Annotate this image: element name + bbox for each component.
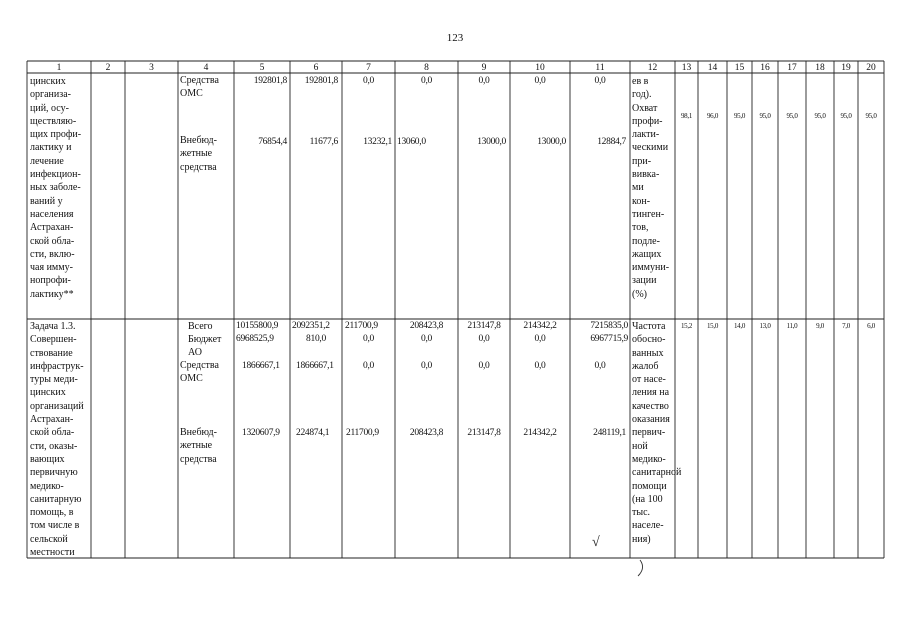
indicator-value: 95,0 — [865, 112, 877, 120]
cell-value: 13000,0 — [477, 137, 506, 147]
indicator-value: 15,0 — [706, 322, 719, 330]
cell-value: 0,0 — [421, 334, 432, 344]
col-header: 14 — [707, 63, 718, 73]
cell-value: 208423,8 — [409, 321, 444, 331]
col-header: 4 — [203, 63, 209, 73]
col-header: 19 — [841, 63, 851, 73]
cell-value: 0,0 — [478, 334, 490, 344]
cell-value: 0,0 — [534, 76, 546, 86]
row2-source-label: Всего — [188, 321, 213, 332]
cell-value: 192801,8 — [304, 76, 338, 86]
indicator-value: 95,0 — [840, 112, 852, 120]
cell-value: 13060,0 — [397, 137, 426, 147]
indicator-value: 95,0 — [759, 112, 771, 120]
cell-value: 11677,6 — [309, 137, 338, 147]
col-header: 13 — [681, 63, 692, 73]
row1-indicator-name: ев в год). Охват профи- лакти- ческими при- вивка- ми кон- тинген- тов, подле- жащих иммуни- зации (%) — [632, 76, 670, 300]
cell-value: 6967715,9 — [590, 334, 628, 344]
cell-value: 214342,2 — [523, 321, 557, 331]
col-header: 2 — [105, 63, 111, 73]
cell-value: 0,0 — [478, 76, 490, 86]
col-header: 10 — [535, 63, 545, 73]
row2-source-label: Средства ОМС — [180, 360, 219, 385]
cell-value: 0,0 — [363, 334, 374, 344]
cell-value: 13232,1 — [363, 137, 392, 147]
cell-value: 211700,9 — [346, 428, 379, 438]
cell-value: 6968525,9 — [236, 334, 274, 344]
cell-value: 13000,0 — [537, 137, 566, 147]
row1-source-label: Средства ОМС — [180, 75, 219, 100]
cell-value: 213147,8 — [467, 428, 501, 438]
col-header: 5 — [259, 63, 265, 73]
cell-value: 810,0 — [306, 334, 326, 344]
indicator-value: 15,2 — [680, 322, 693, 330]
cell-value: 213147,8 — [467, 321, 501, 331]
cell-value: 1866667,1 — [242, 361, 280, 371]
cell-value: 10155800,9 — [236, 321, 279, 331]
cell-value: 0,0 — [478, 361, 490, 371]
cell-value: 0,0 — [594, 76, 606, 86]
cell-value: 248119,1 — [593, 428, 626, 438]
cell-value: 0,0 — [534, 361, 546, 371]
cell-value: 0,0 — [594, 361, 606, 371]
cell-value: 0,0 — [421, 76, 432, 86]
row2-source-label: Бюджет АО — [188, 334, 222, 359]
indicator-value: 95,0 — [786, 112, 798, 120]
cell-value: 1866667,1 — [296, 361, 334, 371]
indicator-value: 95,0 — [814, 112, 826, 120]
indicator-value: 14,0 — [733, 322, 746, 330]
cell-value: 214342,2 — [523, 428, 557, 438]
cell-value: 224874,1 — [296, 428, 330, 438]
cell-value: 7215835,0 — [590, 321, 628, 331]
cell-value: 0,0 — [363, 76, 374, 86]
row2-source-label: Внебюд- жетные средства — [180, 427, 217, 465]
cell-value: 192801,8 — [253, 76, 287, 86]
cell-value: 1320607,9 — [242, 428, 280, 438]
cell-value: 208423,8 — [409, 428, 444, 438]
col-header: 16 — [760, 63, 770, 73]
col-header: 17 — [787, 63, 797, 73]
indicator-value: 96,0 — [706, 112, 719, 120]
page-number: 123 — [446, 32, 464, 44]
cell-value: 0,0 — [421, 361, 432, 371]
col-header: 7 — [366, 63, 371, 73]
check-mark-icon: √ — [592, 535, 600, 550]
indicator-value: 7,0 — [842, 322, 850, 330]
col-header: 8 — [424, 63, 429, 73]
col-header: 6 — [313, 63, 319, 73]
col-header: 9 — [481, 63, 487, 73]
col-header: 1 — [56, 63, 62, 73]
row2-description: Задача 1.3. Совершен- ствование инфраструк- туры меди- цинских организаций Астрахан- ской обла- сти, оказы- вающих первичную медико- санитарную помощь, в том числе в сельской местности — [30, 321, 84, 559]
indicator-value: 95,0 — [733, 112, 746, 120]
indicator-value: 98,1 — [680, 112, 693, 120]
col-header: 20 — [866, 63, 876, 73]
col-header: 3 — [149, 63, 154, 73]
row1-source-label: Внебюд- жетные средства — [180, 135, 217, 173]
cell-value: 0,0 — [363, 361, 374, 371]
indicator-value: 9,0 — [816, 322, 824, 330]
cell-value: 76854,4 — [258, 137, 287, 147]
cell-value: 12884,7 — [597, 137, 626, 147]
indicator-value: 11,0 — [786, 322, 798, 330]
cell-value: 0,0 — [534, 334, 546, 344]
col-header: 11 — [595, 63, 605, 73]
col-header: 18 — [815, 63, 825, 73]
cell-value: 2092351,2 — [292, 321, 330, 331]
col-header: 15 — [734, 63, 745, 73]
row1-description: цинских организа- ций, осу- ществляю- щих профи- лактику и лечение инфекцион- ных заболе- ваний у населения Астрахан- ской обла- сти, вклю- чая имму- нопрофи- лактику** — [30, 76, 82, 300]
indicator-value: 13,0 — [759, 322, 771, 330]
indicator-value: 6,0 — [867, 322, 875, 330]
cell-value: 211700,9 — [345, 321, 378, 331]
col-header: 12 — [647, 63, 658, 73]
row2-indicator-name: Частота обосно- ванных жалоб от насе- ления на качество оказания первич- ной медико- санитарной помощи (на 100 тыс. населе- ния) — [632, 321, 682, 545]
